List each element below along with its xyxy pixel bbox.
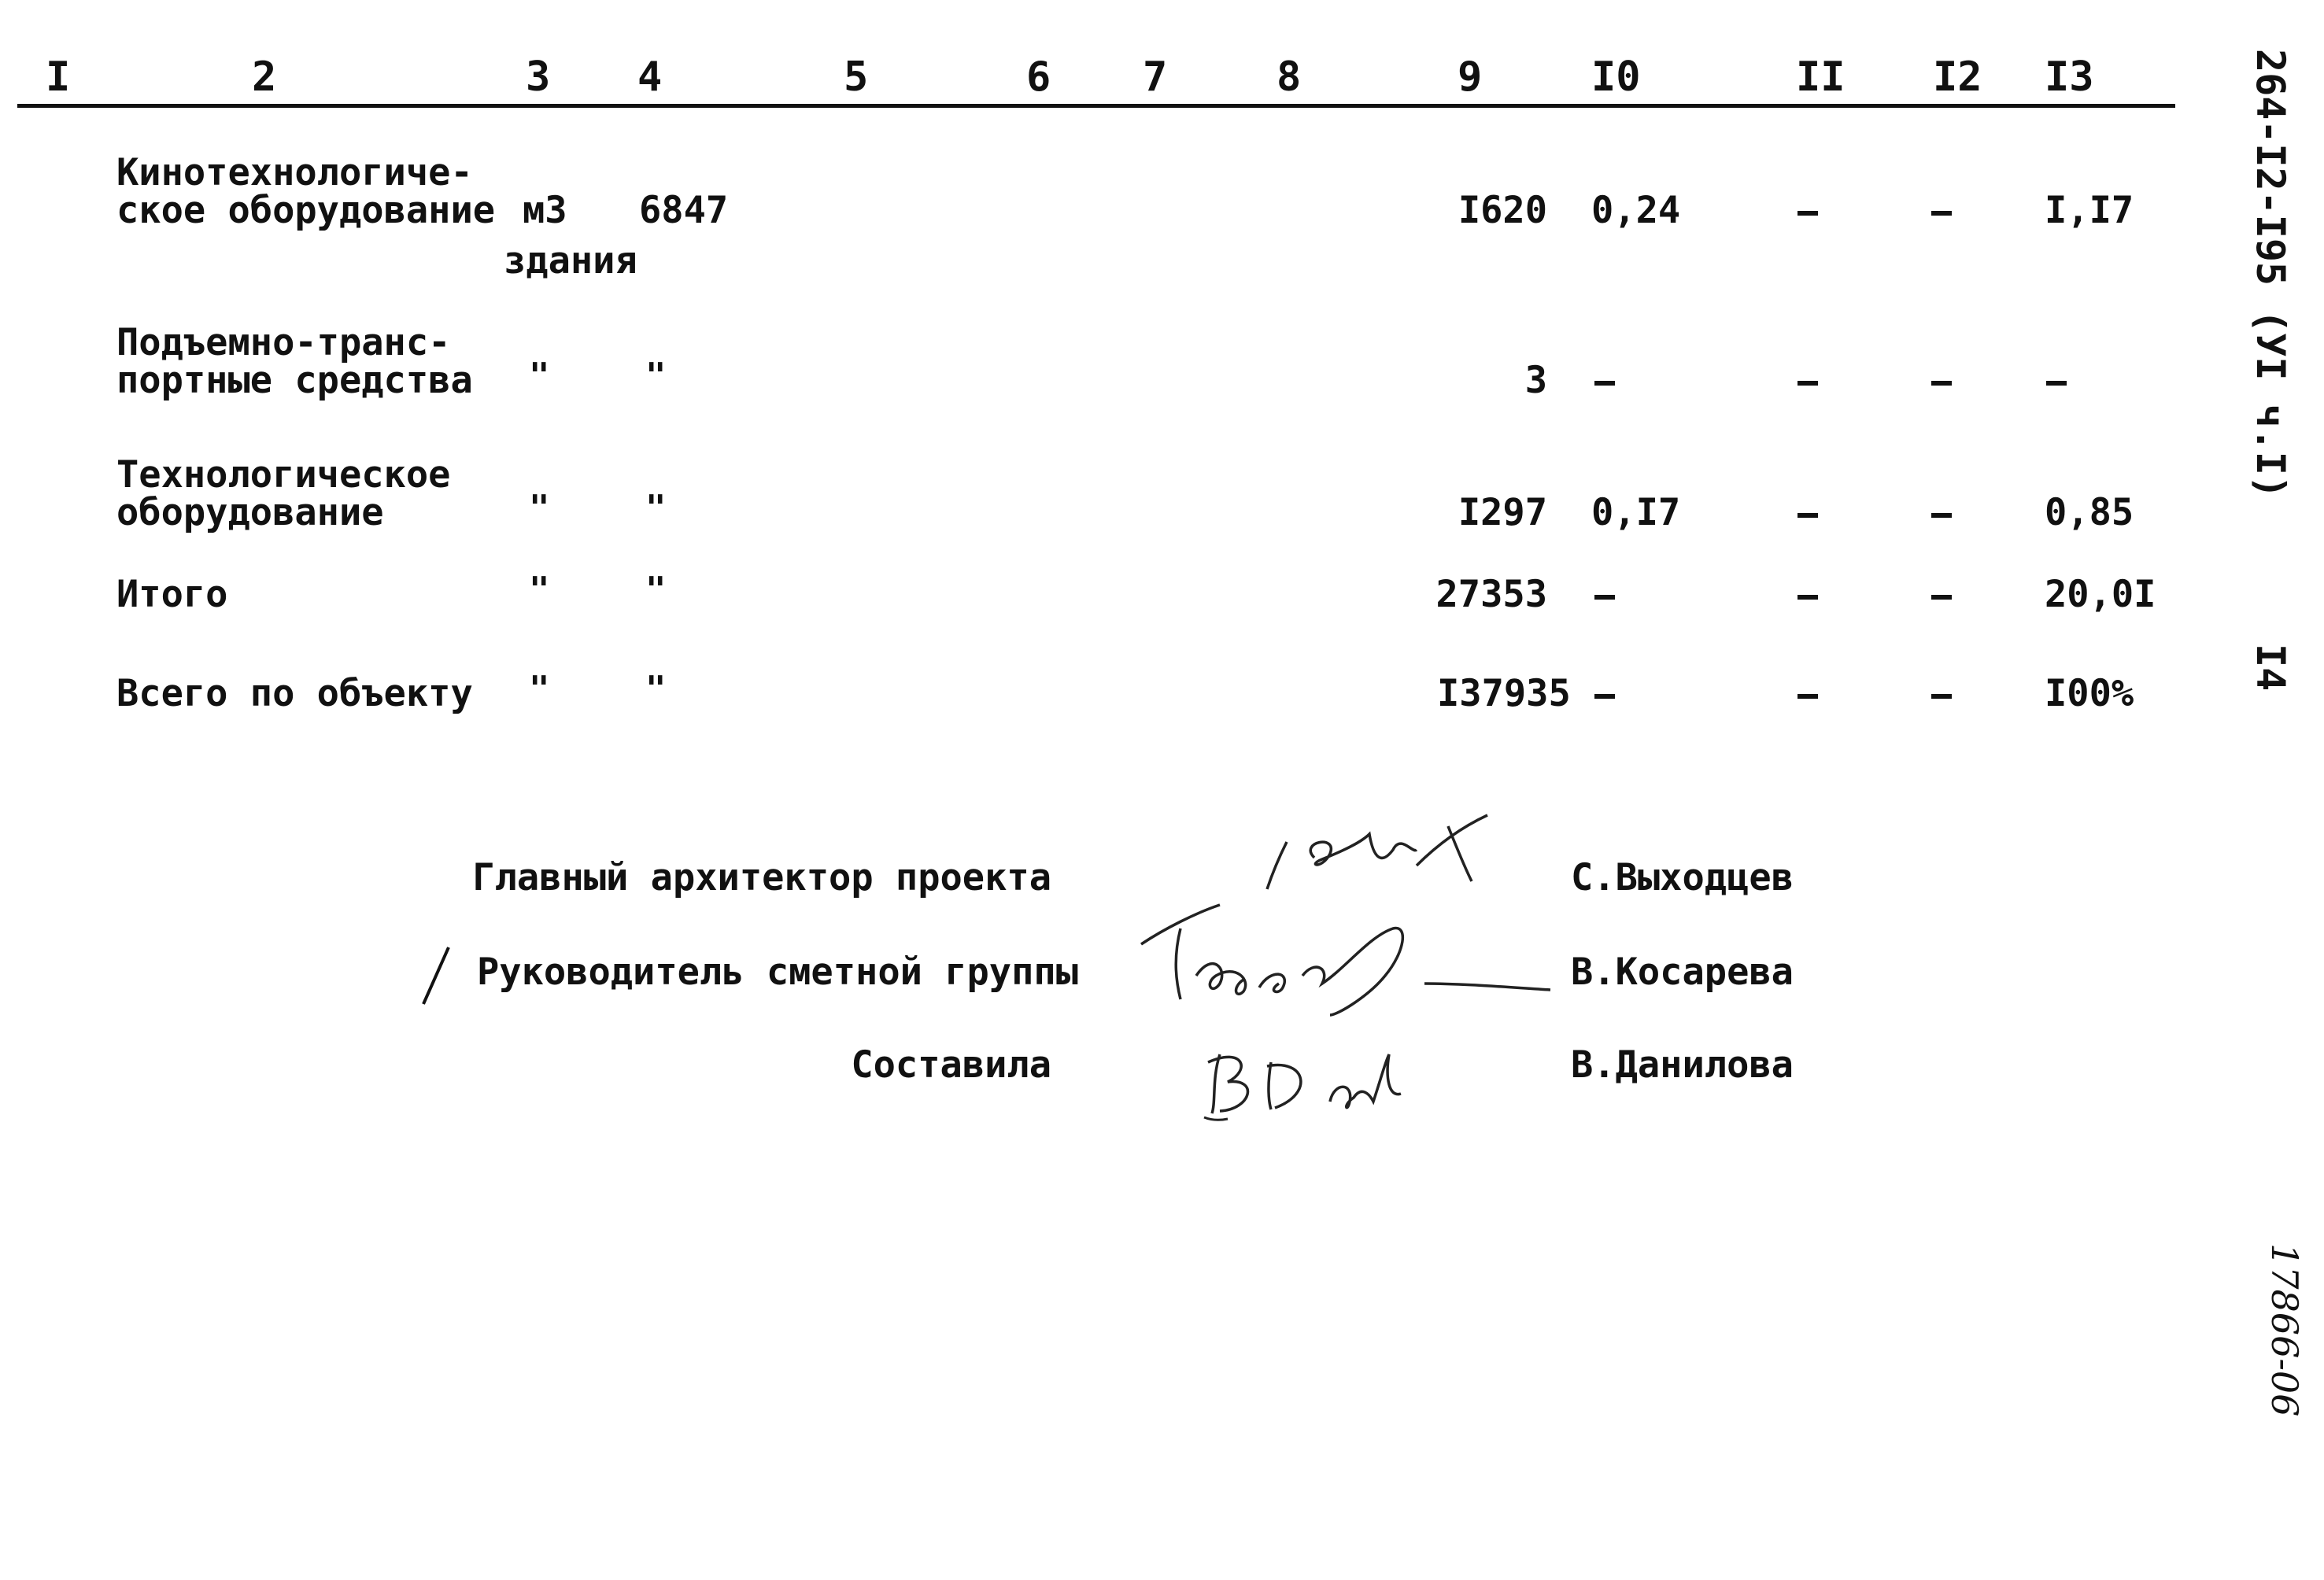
column-header-3: 3 (526, 54, 551, 101)
empty-dash (1797, 595, 1818, 600)
index-cell: 0,I7 (1591, 491, 1681, 534)
signature-role: Руководитель сметной группы (476, 951, 1078, 994)
signature-role: Главный архитектор проекта (472, 856, 1051, 899)
ditto-mark: " (529, 570, 550, 610)
empty-dash (1931, 595, 1952, 600)
row-label-line: Кинотехнологиче- (116, 151, 473, 194)
percent-cell: I,I7 (2045, 189, 2134, 232)
signature-role: Составила (851, 1043, 1051, 1087)
ditto-mark: " (645, 570, 667, 610)
document-code: 264-I2-I95 (УI ч.I) (2248, 49, 2293, 499)
ditto-mark: " (529, 488, 550, 528)
empty-dash (1797, 211, 1818, 216)
quantity-cell: 6847 (639, 189, 729, 232)
column-header-5: 5 (844, 54, 869, 101)
handwritten-signature (1196, 1039, 1464, 1125)
column-header-8: 8 (1277, 54, 1302, 101)
column-header-12: I2 (1933, 54, 1982, 101)
ditto-mark: " (645, 356, 667, 396)
index-cell: 0,24 (1591, 189, 1681, 232)
empty-dash (1594, 595, 1615, 600)
row-label-line: Подъемно-транс- (116, 321, 451, 364)
cost-cell: I297 (1458, 491, 1547, 534)
empty-dash (1594, 381, 1615, 386)
cost-cell: I620 (1458, 189, 1547, 232)
row-label-line: портные средства (116, 359, 473, 402)
empty-dash (1797, 513, 1818, 518)
column-header-6: 6 (1026, 54, 1051, 101)
row-label-line: оборудование (116, 491, 384, 534)
empty-dash (1594, 694, 1615, 699)
column-header-9: 9 (1458, 54, 1483, 101)
unit-extra-cell: здания (504, 239, 637, 282)
column-header-4: 4 (637, 54, 663, 101)
cost-cell: 27353 (1435, 573, 1547, 616)
empty-dash (2046, 381, 2067, 386)
column-header-13: I3 (2045, 54, 2094, 101)
signature-name: С.Выходцев (1571, 856, 1794, 899)
empty-dash (1931, 694, 1952, 699)
signature-name: В.Данилова (1571, 1043, 1794, 1087)
row-label-line: Всего по объекту (116, 672, 473, 715)
header-rule (17, 104, 2175, 108)
unit-cell: м3 (523, 189, 567, 232)
pen-stroke-mark (417, 944, 456, 1007)
percent-cell: 20,0I (2045, 573, 2156, 616)
row-label-line: Итого (116, 573, 228, 616)
page-number: I4 (2248, 644, 2293, 692)
cost-cell: 3 (1524, 359, 1547, 402)
empty-dash (1931, 381, 1952, 386)
empty-dash (1931, 211, 1952, 216)
empty-dash (1797, 381, 1818, 386)
ditto-mark: " (529, 669, 550, 709)
inventory-number: 17866-06 (2263, 1243, 2306, 1417)
cost-cell: I37935 (1437, 672, 1571, 715)
empty-dash (1931, 513, 1952, 518)
empty-dash (1797, 694, 1818, 699)
percent-cell: I00% (2045, 672, 2134, 715)
signature-name: В.Косарева (1571, 951, 1794, 994)
ditto-mark: " (645, 488, 667, 528)
column-header-2: 2 (252, 54, 277, 101)
column-header-1: I (46, 54, 71, 101)
ditto-mark: " (645, 669, 667, 709)
ditto-mark: " (529, 356, 550, 396)
percent-cell: 0,85 (2045, 491, 2134, 534)
row-label-line: ское оборудование (116, 189, 496, 232)
column-header-11: II (1796, 54, 1846, 101)
column-header-10: I0 (1591, 54, 1641, 101)
column-header-7: 7 (1143, 54, 1168, 101)
row-label-line: Технологическое (116, 453, 451, 497)
handwritten-signature (1133, 897, 1558, 1023)
